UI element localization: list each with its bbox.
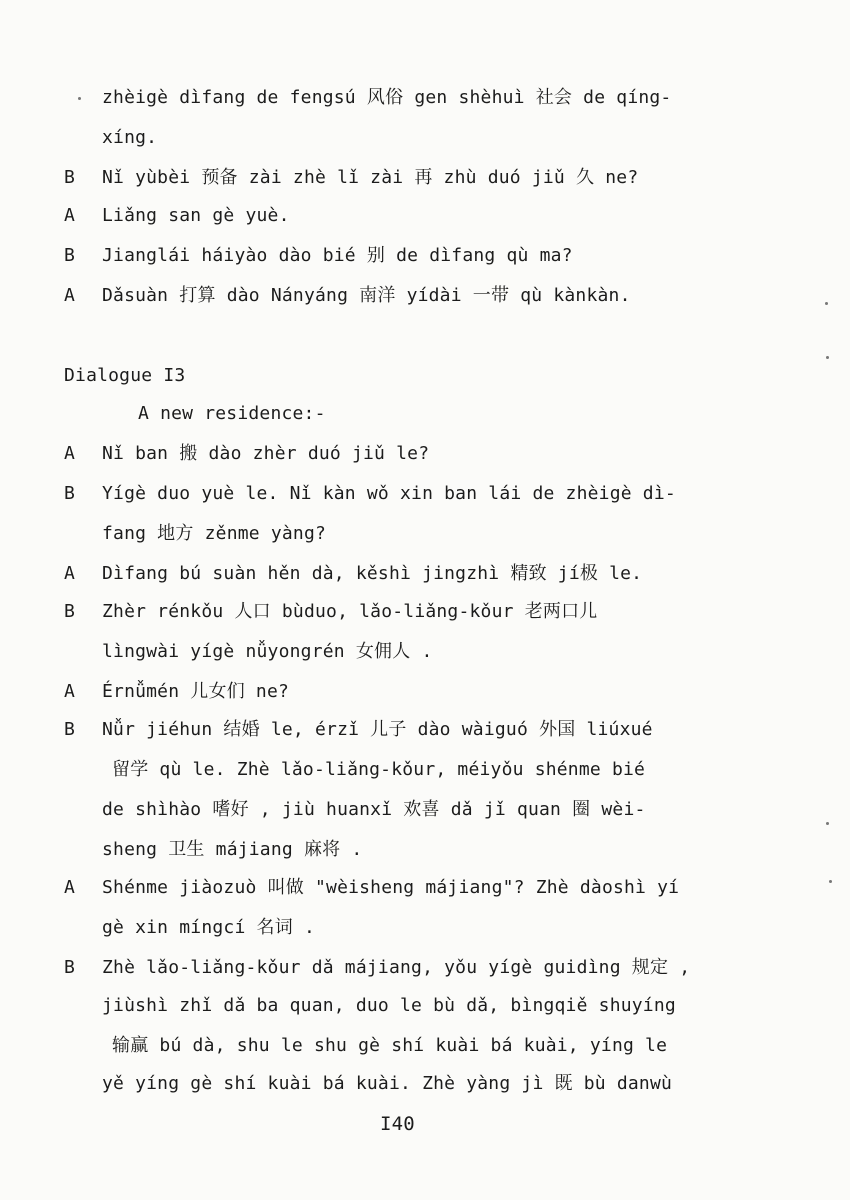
dialogue-line: Dǎsuàn 打算 dào Nányáng 南洋 yídài 一带 qù kànkàn. xyxy=(102,285,631,306)
dialogue-line: Érnǚmén 儿女们 ne? xyxy=(102,681,290,702)
scan-speck xyxy=(78,97,81,100)
dialogue-line: Dìfang bú suàn hěn dà, kěshì jingzhì 精致 jí极 le. xyxy=(102,563,643,584)
dialogue-line: Yígè duo yuè le. Nǐ kàn wǒ xin ban lái de zhèigè dì- xyxy=(102,483,676,504)
page-number: I40 xyxy=(380,1113,415,1135)
dialogue-line: gè xin míngcí 名词 . xyxy=(102,917,315,938)
scan-speck xyxy=(826,356,829,359)
dialogue-line: de shìhào 嗜好 , jiù huanxǐ 欢喜 dǎ jǐ quan 圈 wèi- xyxy=(102,799,646,820)
speaker-label: A xyxy=(64,563,76,584)
dialogue-line: Nǐ yùbèi 预备 zài zhè lǐ zài 再 zhù duó jiǔ 久 ne? xyxy=(102,167,639,188)
dialogue-line: Nǐ ban 搬 dào zhèr duó jiǔ le? xyxy=(102,443,430,464)
dialogue-line: xíng. xyxy=(102,127,158,148)
dialogue-line: lìngwài yígè nǚyongrén 女佣人 . xyxy=(102,641,433,662)
speaker-label: B xyxy=(64,167,76,188)
speaker-label: A xyxy=(64,285,76,306)
scan-speck xyxy=(829,880,832,883)
speaker-label: B xyxy=(64,719,76,740)
speaker-label: B xyxy=(64,245,76,266)
scan-speck xyxy=(826,822,829,825)
dialogue-line: sheng 卫生 májiang 麻将 . xyxy=(102,839,363,860)
dialogue-line: 留学 qù le. Zhè lǎo-liǎng-kǒur, méiyǒu shénme bié xyxy=(112,759,646,780)
dialogue-line: Nǚr jiéhun 结婚 le, érzǐ 儿子 dào wàiguó 外国 liúxué xyxy=(102,719,653,740)
dialogue-line: Jianglái háiyào dào bié 别 de dìfang qù ma? xyxy=(102,245,573,266)
dialogue-line: Shénme jiàozuò 叫做 "wèisheng májiang"? Zhè dàoshì yí xyxy=(102,877,680,898)
dialogue-line: yě yíng gè shí kuài bá kuài. Zhè yàng jì 既 bù danwù xyxy=(102,1073,673,1094)
speaker-label: A xyxy=(64,877,76,898)
dialogue-heading: Dialogue I3 xyxy=(64,365,186,386)
speaker-label: A xyxy=(64,443,76,464)
dialogue-line: Zhè lǎo-liǎng-kǒur dǎ májiang, yǒu yígè guidìng 规定 , xyxy=(102,957,691,978)
dialogue-line: Liǎng san gè yuè. xyxy=(102,205,290,226)
scan-speck xyxy=(825,302,828,305)
speaker-label: A xyxy=(64,681,76,702)
speaker-label: B xyxy=(64,601,76,622)
speaker-label: B xyxy=(64,957,76,978)
dialogue-line: Zhèr rénkǒu 人口 bùduo, lǎo-liǎng-kǒur 老两口儿 xyxy=(102,601,598,622)
dialogue-line: 输赢 bú dà, shu le shu gè shí kuài bá kuài, yíng le xyxy=(112,1035,668,1056)
dialogue-line: jiùshì zhǐ dǎ ba quan, duo le bù dǎ, bìngqiě shuyíng xyxy=(102,995,676,1016)
dialogue-subtitle: A new residence:- xyxy=(138,403,326,424)
speaker-label: A xyxy=(64,205,76,226)
speaker-label: B xyxy=(64,483,76,504)
dialogue-line: zhèigè dìfang de fengsú 风俗 gen shèhuì 社会 de qíng- xyxy=(102,87,672,108)
dialogue-line: fang 地方 zěnme yàng? xyxy=(102,523,327,544)
